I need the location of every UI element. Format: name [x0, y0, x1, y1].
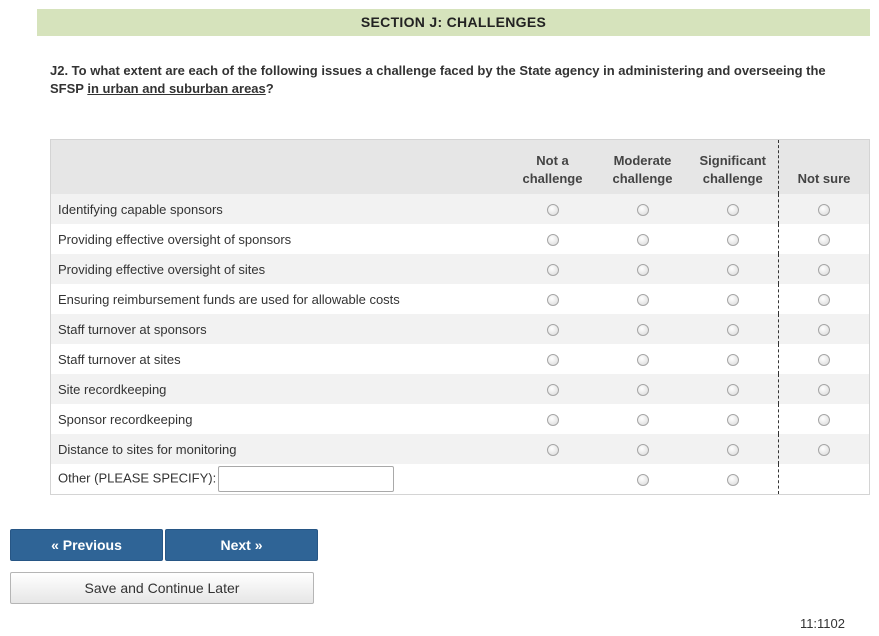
row-label: Staff turnover at sites	[58, 351, 181, 367]
radio-not-sure[interactable]	[818, 414, 830, 426]
radio-not-sure[interactable]	[818, 354, 830, 366]
row-label: Identifying capable sponsors	[51, 194, 508, 224]
option-cell	[508, 314, 598, 344]
radio-not-sure[interactable]	[818, 204, 830, 216]
radio-not-a-challenge[interactable]	[547, 384, 559, 396]
radio-not-a-challenge[interactable]	[547, 204, 559, 216]
column-header-line1: Not a	[536, 153, 569, 168]
radio-not-sure[interactable]	[818, 264, 830, 276]
radio-not-sure[interactable]	[818, 324, 830, 336]
option-cell	[598, 374, 688, 404]
table-row	[51, 404, 870, 434]
radio-moderate-challenge[interactable]	[637, 204, 649, 216]
option-cell	[598, 224, 688, 254]
radio-moderate-challenge[interactable]	[637, 234, 649, 246]
option-cell	[688, 404, 779, 434]
option-cell	[779, 344, 870, 374]
radio-significant-challenge[interactable]	[727, 414, 739, 426]
table-row	[51, 314, 870, 344]
row-label: Providing effective oversight of sponsors	[58, 231, 292, 247]
radio-not-sure[interactable]	[818, 444, 830, 456]
option-cell	[779, 434, 870, 464]
table-row	[51, 194, 870, 224]
column-header-line1: Significant	[699, 153, 766, 168]
option-cell	[688, 374, 779, 404]
radio-not-a-challenge[interactable]	[547, 264, 559, 276]
radio-not-a-challenge[interactable]	[547, 234, 559, 246]
option-cell	[688, 254, 779, 284]
option-cell	[688, 224, 779, 254]
radio-moderate-challenge[interactable]	[637, 294, 649, 306]
row-label: Sponsor recordkeeping	[58, 411, 193, 427]
row-label: Site recordkeeping	[51, 374, 508, 404]
radio-moderate-challenge[interactable]	[637, 354, 649, 366]
radio-moderate-challenge[interactable]	[637, 444, 649, 456]
other-row-cell	[51, 464, 508, 495]
option-cell	[779, 224, 870, 254]
column-header-line2: challenge	[522, 171, 583, 186]
table-row	[51, 224, 870, 254]
option-cell	[688, 344, 779, 374]
radio-significant-challenge[interactable]	[727, 294, 739, 306]
row-label: Distance to sites for monitoring	[51, 434, 508, 464]
option-cell	[508, 344, 598, 374]
option-cell	[688, 464, 779, 495]
option-cell	[779, 194, 870, 224]
radio-not-sure[interactable]	[818, 384, 830, 396]
section-title: SECTION J: CHALLENGES	[37, 9, 870, 36]
option-cell	[598, 254, 688, 284]
question-text-main: J2. To what extent are each of the following issues a challenge faced by the State agency in administering and overseeing the SFSP	[50, 63, 826, 96]
radio-not-a-challenge[interactable]	[547, 354, 559, 366]
option-cell	[508, 284, 598, 314]
column-header-not-a-challenge	[508, 140, 598, 195]
option-cell	[779, 314, 870, 344]
option-cell	[598, 314, 688, 344]
question-underlined-phrase: in urban and suburban areas	[87, 81, 266, 96]
radio-moderate-challenge[interactable]	[637, 324, 649, 336]
radio-significant-challenge[interactable]	[727, 204, 739, 216]
option-cell	[508, 254, 598, 284]
row-label: Staff turnover at sponsors	[51, 314, 508, 344]
row-label: Providing effective oversight of sites	[51, 254, 508, 284]
radio-not-sure[interactable]	[818, 294, 830, 306]
option-cell	[688, 314, 779, 344]
option-cell	[688, 284, 779, 314]
question-text	[50, 62, 850, 98]
radio-significant-challenge[interactable]	[727, 324, 739, 336]
grid-header-row	[51, 140, 870, 195]
radio-moderate-challenge[interactable]	[637, 264, 649, 276]
radio-moderate-challenge[interactable]	[637, 414, 649, 426]
radio-significant-challenge[interactable]	[727, 234, 739, 246]
column-header-line2: challenge	[702, 171, 763, 186]
column-header-line2: Not sure	[797, 171, 851, 186]
grid-header-item-column	[51, 140, 508, 195]
option-cell	[779, 374, 870, 404]
radio-significant-challenge[interactable]	[727, 474, 739, 486]
option-cell	[508, 434, 598, 464]
radio-not-sure[interactable]	[818, 234, 830, 246]
column-header-line1: Moderate	[613, 153, 672, 168]
option-cell	[779, 404, 870, 434]
radio-not-a-challenge[interactable]	[547, 414, 559, 426]
radio-significant-challenge[interactable]	[727, 354, 739, 366]
radio-moderate-challenge[interactable]	[637, 384, 649, 396]
table-row-other	[51, 464, 870, 495]
column-header-moderate-challenge	[598, 140, 688, 195]
radio-not-a-challenge[interactable]	[547, 324, 559, 336]
option-cell	[598, 194, 688, 224]
page-code: 11:1102	[799, 616, 845, 631]
table-row	[51, 284, 870, 314]
option-cell	[508, 224, 598, 254]
save-and-continue-later-button[interactable]: Save and Continue Later	[10, 572, 314, 604]
radio-not-a-challenge[interactable]	[547, 444, 559, 456]
table-row	[51, 344, 870, 374]
option-cell	[779, 254, 870, 284]
option-cell	[688, 434, 779, 464]
radio-significant-challenge[interactable]	[727, 384, 739, 396]
option-cell	[598, 464, 688, 495]
option-cell	[688, 194, 779, 224]
radio-not-a-challenge[interactable]	[547, 294, 559, 306]
option-cell	[779, 284, 870, 314]
question-text-end: ?	[265, 81, 274, 96]
column-header-line2: challenge	[612, 171, 673, 186]
radio-significant-challenge[interactable]	[727, 444, 739, 456]
column-header-significant-challenge	[688, 140, 779, 195]
option-cell	[508, 464, 598, 495]
option-cell	[779, 464, 870, 495]
option-cell	[508, 194, 598, 224]
next-button[interactable]: Next »	[165, 529, 318, 561]
previous-button[interactable]: « Previous	[10, 529, 163, 561]
table-row	[51, 374, 870, 404]
option-cell	[598, 344, 688, 374]
option-cell	[598, 434, 688, 464]
radio-significant-challenge[interactable]	[727, 264, 739, 276]
option-cell	[508, 404, 598, 434]
option-cell	[598, 404, 688, 434]
response-grid	[50, 139, 870, 495]
radio-moderate-challenge[interactable]	[637, 474, 649, 486]
table-row	[51, 254, 870, 284]
option-cell	[598, 284, 688, 314]
option-cell	[508, 374, 598, 404]
row-label: Ensuring reimbursement funds are used for allowable costs	[58, 291, 400, 307]
other-specify-label: Other (PLEASE SPECIFY):	[58, 470, 217, 486]
column-header-not-sure	[779, 140, 870, 195]
other-specify-input[interactable]	[218, 466, 394, 492]
table-row	[51, 434, 870, 464]
